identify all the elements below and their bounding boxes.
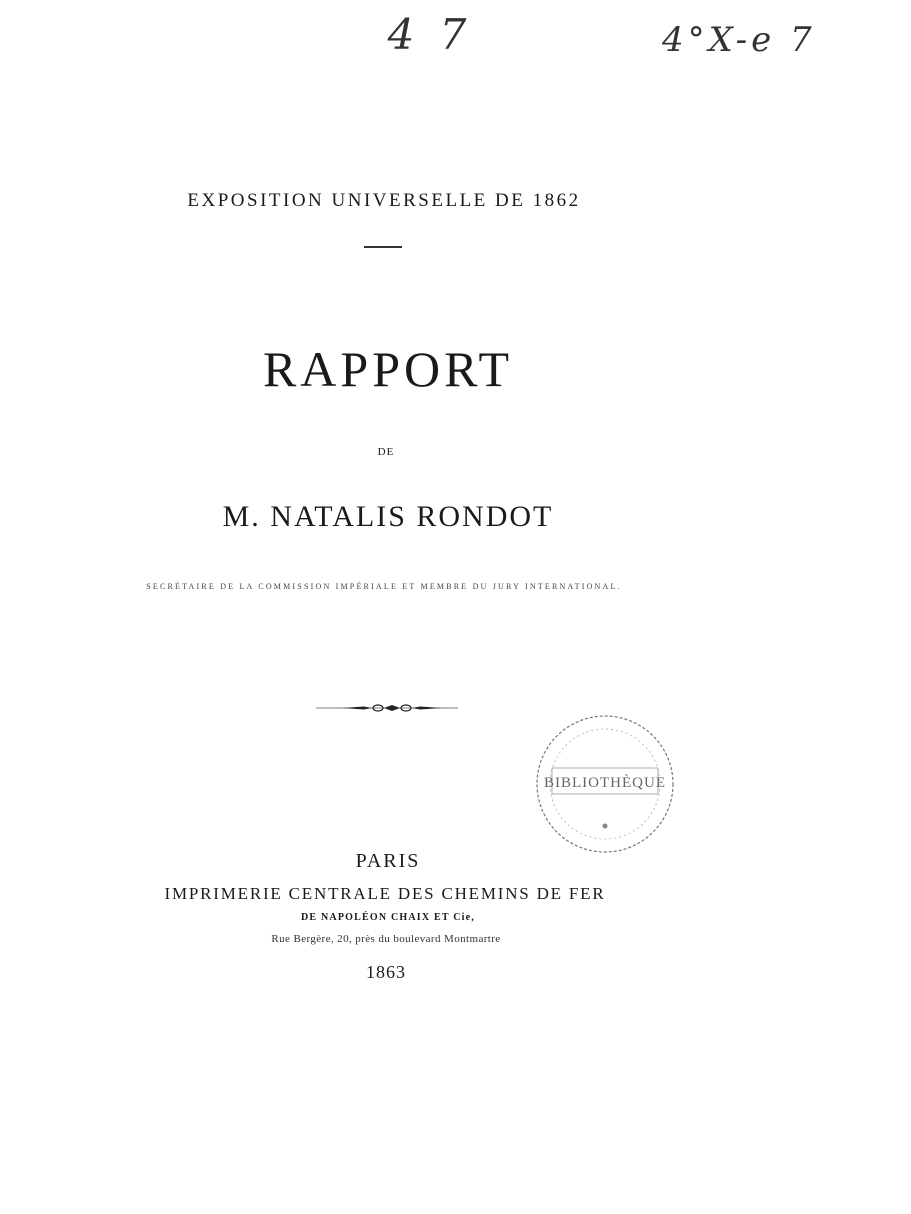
author-subtitle: SECRÉTAIRE DE LA COMMISSION IMPÉRIALE ET MEMBRE DU JURY INTERNATIONAL. xyxy=(146,582,622,591)
short-rule xyxy=(364,246,402,248)
imprint-publisher: DE NAPOLÉON CHAIX ET Cie, xyxy=(301,912,475,923)
main-title: RAPPORT xyxy=(262,341,514,397)
handwritten-shelfmark-left: 4 7 xyxy=(387,10,473,59)
preposition-de: DE xyxy=(377,446,395,458)
author-name: M. NATALIS RONDOT xyxy=(222,500,554,533)
library-stamp xyxy=(530,708,680,860)
ornament-divider xyxy=(312,700,462,716)
imprint-printer: IMPRIMERIE CENTRALE DES CHEMINS DE FER xyxy=(164,884,606,903)
exposition-heading: EXPOSITION UNIVERSELLE DE 1862 xyxy=(187,190,581,211)
handwritten-shelfmark-right: 4°X-e 7 xyxy=(662,20,816,60)
imprint-city: PARIS xyxy=(355,850,421,872)
stamp-label: BIBLIOTHÈQUE xyxy=(544,775,666,791)
imprint-address: Rue Bergère, 20, près du boulevard Montmartre xyxy=(271,933,501,945)
imprint-year: 1863 xyxy=(366,962,406,982)
